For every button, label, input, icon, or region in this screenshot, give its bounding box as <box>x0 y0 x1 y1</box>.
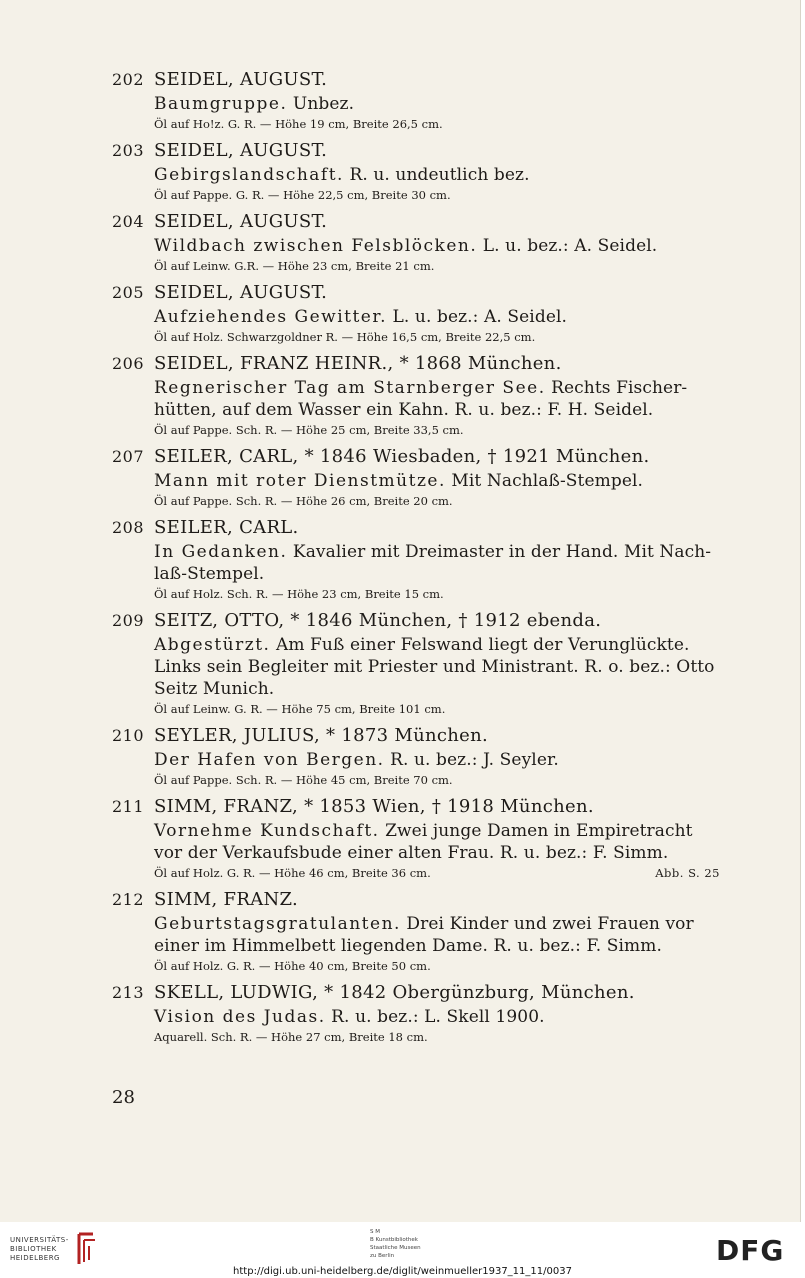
medium-dimensions: Öl auf Leinw. G.R. — Höhe 23 cm, Breite 21 cm. <box>154 259 435 273</box>
entry-number: 205 <box>112 283 145 302</box>
artwork-line <box>154 93 720 115</box>
artwork-description: Rechts Fischer- <box>545 378 688 398</box>
artwork-title: Mann mit roter Dienstmütze. <box>154 471 446 491</box>
artist-heading: SIMM, FRANZ. <box>154 889 299 910</box>
artwork-line <box>154 235 720 257</box>
entry-body <box>154 723 720 790</box>
artwork-specs <box>154 700 720 719</box>
artwork-line <box>154 541 720 563</box>
dfg-logo[interactable]: DFG <box>716 1234 785 1267</box>
artwork-description: R. u. bez.: J. Seyler. <box>384 750 559 770</box>
artist-heading: SEIDEL, AUGUST. <box>154 282 328 303</box>
library-emblem-icon <box>75 1232 99 1266</box>
artwork-specs <box>154 115 720 134</box>
catalog-entry <box>0 887 800 976</box>
entry-body <box>154 444 720 511</box>
artwork-title: Aufziehendes Gewitter. <box>154 307 388 327</box>
artwork-line <box>154 634 720 656</box>
source-url[interactable]: http://digi.ub.uni-heidelberg.de/diglit/weinmueller1937_11_11/0037 <box>233 1266 572 1277</box>
artwork-description: R. u. bez.: L. Skell 1900. <box>325 1007 545 1027</box>
entry-body <box>154 209 720 276</box>
catalog-entry <box>0 209 800 276</box>
artwork-description: Zwei junge Damen in Empiretracht <box>379 821 693 841</box>
artist-heading: SEYLER, JULIUS, * 1873 München. <box>154 725 489 746</box>
artwork-title: Regnerischer Tag am Starnberger See. <box>154 378 546 398</box>
medium-dimensions: Öl auf Pappe. Sch. R. — Höhe 26 cm, Breite 20 cm. <box>154 494 453 508</box>
catalog-entry <box>0 280 800 347</box>
catalog-entry <box>0 608 800 719</box>
artist-heading: SEITZ, OTTO, * 1846 München, † 1912 ebenda. <box>154 610 602 631</box>
entry-number: 204 <box>112 212 145 231</box>
artwork-description-continued: vor der Verkaufsbude einer alten Frau. R. u. bez.: F. Simm. <box>154 843 669 863</box>
catalog-entry <box>0 444 800 511</box>
artist-heading: SEIDEL, FRANZ HEINR., * 1868 München. <box>154 353 562 374</box>
medium-dimensions: Öl auf Holz. Schwarzgoldner R. — Höhe 16,5 cm, Breite 22,5 cm. <box>154 330 536 344</box>
entry-number: 206 <box>112 354 145 373</box>
medium-dimensions: Öl auf Holz. G. R. — Höhe 46 cm, Breite 36 cm. <box>154 866 431 880</box>
page-number: 28 <box>112 1087 135 1108</box>
entry-body <box>154 138 720 205</box>
entry-number: 212 <box>112 890 145 909</box>
artwork-specs <box>154 257 720 276</box>
catalog-entry <box>0 515 800 604</box>
catalog-entry <box>0 67 800 134</box>
entry-list <box>0 67 800 1051</box>
artwork-specs <box>154 957 720 976</box>
catalog-entry <box>0 980 800 1047</box>
entry-body <box>154 515 720 604</box>
artist-heading: SEIDEL, AUGUST. <box>154 69 328 90</box>
entry-number: 210 <box>112 726 145 745</box>
medium-dimensions: Öl auf Leinw. G. R. — Höhe 75 cm, Breite 101 cm. <box>154 702 446 716</box>
artwork-title: Vornehme Kundschaft. <box>154 821 380 841</box>
entry-body <box>154 351 720 440</box>
entry-number: 208 <box>112 518 145 537</box>
catalog-entry <box>0 138 800 205</box>
artwork-specs <box>154 585 720 604</box>
catalog-entry <box>0 351 800 440</box>
artwork-description: Drei Kinder und zwei Frauen vor <box>400 914 694 934</box>
medium-dimensions: Öl auf Pappe. Sch. R. — Höhe 45 cm, Breite 70 cm. <box>154 773 453 787</box>
artist-heading: SEIDEL, AUGUST. <box>154 140 328 161</box>
entry-body <box>154 608 720 719</box>
entry-body <box>154 887 720 976</box>
artwork-description: R. u. undeutlich bez. <box>343 165 530 185</box>
artwork-specs <box>154 864 720 883</box>
artwork-description: Mit Nachlaß-Stempel. <box>445 471 644 491</box>
medium-dimensions: Öl auf Ho!z. G. R. — Höhe 19 cm, Breite 26,5 cm. <box>154 117 443 131</box>
catalog-entry <box>0 723 800 790</box>
artist-heading: SEIDEL, AUGUST. <box>154 211 328 232</box>
entry-body <box>154 280 720 347</box>
artwork-line <box>154 1006 720 1028</box>
artwork-line <box>154 913 720 935</box>
artwork-specs <box>154 328 720 347</box>
artwork-description: Am Fuß einer Felswand liegt der Verunglückte. <box>270 635 690 655</box>
artwork-line <box>154 306 720 328</box>
artist-heading: SEILER, CARL. <box>154 517 299 538</box>
artwork-title: Wildbach zwischen Felsblöcken. <box>154 236 478 256</box>
artwork-title: Baumgruppe. <box>154 94 288 114</box>
entry-number: 207 <box>112 447 145 466</box>
artwork-specs <box>154 186 720 205</box>
artwork-line <box>154 377 720 399</box>
artwork-specs <box>154 421 720 440</box>
illustration-reference: Abb. S. 25 <box>655 866 720 880</box>
entry-number: 202 <box>112 70 145 89</box>
artwork-description-continued: einer im Himmelbett liegenden Dame. R. u. bez.: F. Simm. <box>154 936 662 956</box>
artwork-description: Unbez. <box>287 94 355 114</box>
artwork-description: Kavalier mit Dreimaster in der Hand. Mit Nach- <box>287 542 712 562</box>
artist-heading: SEILER, CARL, * 1846 Wiesbaden, † 1921 München. <box>154 446 650 467</box>
artwork-specs <box>154 1028 720 1047</box>
artwork-description: L. u. bez.: A. Seidel. <box>477 236 658 256</box>
artwork-line <box>154 749 720 771</box>
artwork-title: Geburtstagsgratulanten. <box>154 914 401 934</box>
artwork-description-continued: laß-Stempel. <box>154 564 265 584</box>
artwork-title: Abgestürzt. <box>154 635 271 655</box>
artwork-specs <box>154 771 720 790</box>
artwork-title: Der Hafen von Bergen. <box>154 750 385 770</box>
artwork-title: Vision des Judas. <box>154 1007 326 1027</box>
artwork-title: Gebirgslandschaft. <box>154 165 344 185</box>
artist-heading: SIMM, FRANZ, * 1853 Wien, † 1918 München. <box>154 796 594 817</box>
library-name: UNIVERSITÄTS- BIBLIOTHEK HEIDELBERG <box>10 1235 69 1262</box>
entry-body <box>154 67 720 134</box>
artwork-specs <box>154 492 720 511</box>
medium-dimensions: Öl auf Pappe. G. R. — Höhe 22,5 cm, Breite 30 cm. <box>154 188 451 202</box>
entry-number: 213 <box>112 983 145 1002</box>
artwork-line <box>154 820 720 842</box>
catalog-entry <box>0 794 800 883</box>
artwork-description: L. u. bez.: A. Seidel. <box>387 307 568 327</box>
heidelberg-library-logo[interactable] <box>10 1232 99 1266</box>
artwork-line <box>154 164 720 186</box>
artwork-description-continued: Links sein Begleiter mit Priester und Ministrant. R. o. bez.: Otto <box>154 657 715 677</box>
artwork-title: In Gedanken. <box>154 542 288 562</box>
artwork-description-continued: hütten, auf dem Wasser ein Kahn. R. u. bez.: F. H. Seidel. <box>154 400 654 420</box>
medium-dimensions: Öl auf Holz. Sch. R. — Höhe 23 cm, Breite 15 cm. <box>154 587 444 601</box>
artist-heading: SKELL, LUDWIG, * 1842 Obergünzburg, München. <box>154 982 635 1003</box>
entry-body <box>154 794 720 883</box>
entry-number: 203 <box>112 141 145 160</box>
entry-body <box>154 980 720 1047</box>
footer-bar <box>0 1222 805 1278</box>
medium-dimensions: Öl auf Pappe. Sch. R. — Höhe 25 cm, Breite 33,5 cm. <box>154 423 464 437</box>
medium-dimensions: Öl auf Holz. G. R. — Höhe 40 cm, Breite 50 cm. <box>154 959 431 973</box>
entry-number: 209 <box>112 611 145 630</box>
artwork-line <box>154 470 720 492</box>
artwork-description-continued: Seitz Munich. <box>154 679 275 699</box>
smb-logo[interactable]: S M B Kunstbibliothek Staatliche Museen zu Berlin <box>370 1229 421 1259</box>
entry-number: 211 <box>112 797 145 816</box>
medium-dimensions: Aquarell. Sch. R. — Höhe 27 cm, Breite 18 cm. <box>154 1030 428 1044</box>
